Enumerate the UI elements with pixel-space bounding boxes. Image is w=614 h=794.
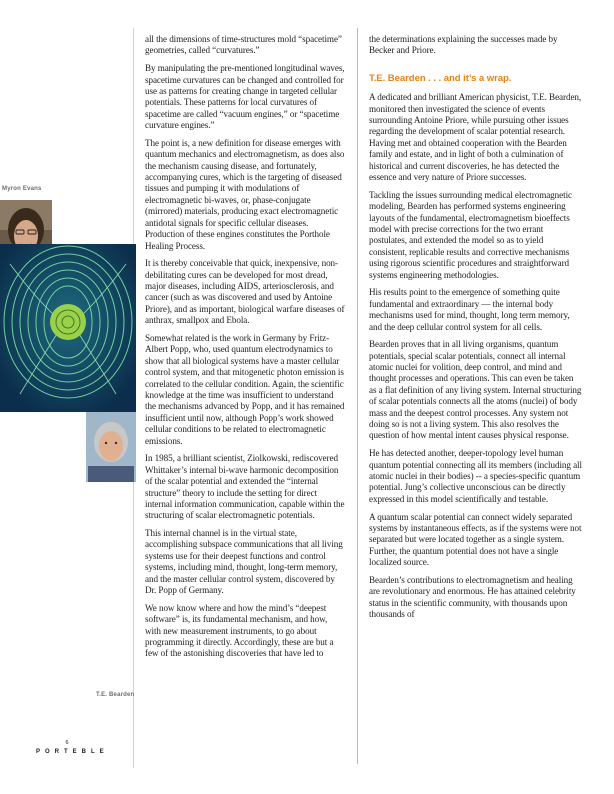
article-column-right	[369, 34, 583, 627]
page-footer	[36, 740, 109, 755]
paragraph: The point is, a new definition for disease emerges with quantum mechanics and electromagnetism, as does also the mechanism causing disease, and fortunately, accompanying cures, which is the targeting of diseased tissues and pumping it with modulations of electromagnetic bi-waves, or, phase-conjugate (mirrored) materials, producing exact electromagnetic antidotal signals for specific cellular diseases. Production of these engines constitutes the Porthole Healing Process.	[145, 137, 345, 251]
paragraph: We now know where and how the mind’s “deepest software” is, its fundamental mechanism, and how, with new measurement instruments, to go about programming it directly. Accordingly, these are but a few of the astonishing discoveries that have led to	[145, 602, 334, 659]
publication-name: PORTEBLE	[36, 749, 109, 755]
section-subhead: T.E. Bearden . . . and it’s a wrap.	[369, 72, 512, 84]
caption-te-bearden: T.E. Bearden	[96, 692, 135, 698]
paragraph: all the dimensions of time-structures mold “spacetime” geometries, called “curvatures.”	[145, 34, 342, 56]
paragraph: This internal channel is in the virtual state, accomplishing subspace communications that all living systems use for their deepest functions and control systems, including mind, thought, long-term memory, and the master cellular control system, discovered by Dr. Popp of Germany.	[145, 528, 343, 596]
paragraph: Tackling the issues surrounding medical electromagnetic modeling, Bearden has performed systems engineering layouts of the fundamental, electromagnetism bioeffects model with precise corrections for the two errant postulates, and extended the model so as to yield consistent, replicable results and corrective mechanisms using rigorous scientific procedures and straightforward systems engineering methodologies.	[369, 189, 572, 280]
paragraph: By manipulating the pre-mentioned longitudinal waves, spacetime curvatures can be changed and controlled for use as patterns for creating change in targeted cellular potentials. These patterns for local curvatures of spacetime are called “vacuum engines,” or “spacetime curvature engines.”	[145, 63, 345, 131]
paragraph: It is thereby conceivable that quick, inexpensive, non-debilitating cures can be developed for most dread, major diseases, including AIDS, arteriosclerosis, and cancer (such as was discovered and used by Antoine Priore), and as important, biological warfare diseases of anthrax, smallpox and Ebola.	[145, 258, 345, 326]
paragraph: A dedicated and brilliant American physicist, T.E. Bearden, monitored then investigated the science of events surrounding Antoine Priore, while pursuing other issues regarding the development of scalar potential research. Having met and obtained cooperation with the Bearden family and estate, and in light of both a culmination of historical and current discoveries, he has detected the essence and very nature of Priore successes.	[369, 92, 582, 183]
te-bearden-photo	[86, 412, 136, 482]
paragraph: Bearden proves that in all living organisms, quantum potentials, special scalar potentials, connect all internal atomic nuclei for volition, deep control, and mind and thought processes and operations. This can even be taken as a flat definition of any living system. Internal structuring of scalar potentials connects all the atoms (nuclei) of body mass and the deepest control processes. Any system not doing so is not a living system. This also resolves the question of how mental intent causes physical response.	[369, 339, 582, 441]
column-divider	[357, 28, 358, 764]
caption-myron-evans: Myron Evans	[2, 186, 42, 192]
paragraph: Bearden’s contributions to electromagnetism and healing are revolutionary and enormous. He has attained celebrity status in the scientific community, with thousands upon thousands of	[369, 574, 576, 620]
paragraph: the determinations explaining the successes made by Becker and Priore.	[369, 34, 558, 56]
page-number: 6	[65, 740, 69, 746]
paragraph: He has detected another, deeper-topology level human quantum potential connecting all its members (including all atomic nuclei in their bodies) -- a species-specific quantum potential. Jung’s collective unconscious can be directly expressed in this model scientifically and testable.	[369, 448, 582, 504]
paragraph: His results point to the emergence of something quite fundamental and extraordinary — the internal body mechanisms used for mind, thought, long term memory, and the deep cellular control system for all cells.	[369, 287, 570, 332]
field-lines-illustration	[0, 244, 136, 412]
paragraph: Somewhat related is the work in Germany by Fritz-Albert Popp, who, used quantum electrodynamics to show that all biological systems have a master cellular control system, and that mitogenetic photon emission is correlated to the cellular condition. Again, the scientific knowledge at the time was insufficient to understand the mechanisms advanced by Popp, and it has remained insufficient until now, although Popp’s work showed cellular conditions to be related to electromagnetic emissions.	[145, 332, 345, 446]
paragraph: A quantum scalar potential can connect widely separated systems by instantaneous effects, as if the systems were not separated but were located together as a single system. Further, the quantum potential does not have a single localized source.	[369, 511, 582, 568]
article-column-left	[145, 34, 345, 666]
paragraph: In 1985, a brilliant scientist, Ziolkowski, rediscovered Whittaker’s internal bi-wave harmonic decomposition of the scalar potential and extended the “internal structure” theory to include the setting for direct internal information communication, capable within the structuring of scalar electromagnetic potentials.	[145, 453, 345, 521]
